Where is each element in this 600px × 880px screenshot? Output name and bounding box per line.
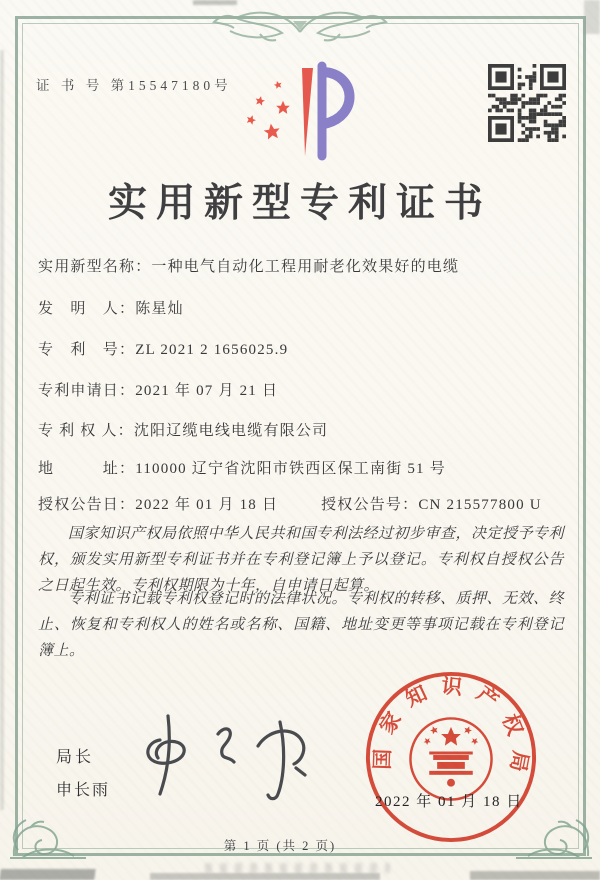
field-value: 110000 辽宁省沈阳市铁西区保工南街 51 号 — [135, 461, 446, 477]
registry-statement-paragraph: 专利证书记载专利权登记时的法律状况。专利权的转移、质押、无效、终止、恢复和专利权人的姓名或名称、国籍、地址变更等事项记载在专利登记簿上。 — [38, 591, 565, 659]
cnipa-logo-icon — [236, 58, 356, 166]
backside-bleedthrough — [205, 863, 390, 873]
field-value: ZL 2021 2 1656025.9 — [135, 342, 289, 358]
certificate-number: 证 书 号 第15547180号 — [36, 78, 232, 93]
field-value: 沈阳辽缆电线电缆有限公司 — [133, 423, 329, 439]
signature-handwriting-icon — [130, 710, 325, 805]
field-value: 2021 年 07 月 21 日 — [135, 383, 279, 399]
field-label: 专 利 号： — [38, 342, 136, 358]
field-label: 授权公告日： — [38, 497, 136, 513]
field-value-grant-number: CN 215577800 U — [418, 497, 542, 513]
national-emblem-icon — [410, 718, 491, 799]
signer-name: 申长雨 — [56, 782, 111, 799]
field-address — [38, 457, 572, 478]
field-filing-date — [38, 379, 572, 400]
scan-edge-artifact — [470, 871, 600, 880]
field-utility-model-name — [38, 255, 572, 276]
scan-edge-artifact — [584, 0, 600, 34]
field-value: 陈星灿 — [135, 301, 184, 317]
seal-date: 2022 年 01 月 18 日 — [375, 794, 523, 810]
grant-statement-paragraph: 国家知识产权局依照中华人民共和国专利法经过初步审查，决定授予专利权，颁发实用新型专利证书并在专利登记簿上予以登记。专利权自授权公告之日起生效。专利权期限为十年，自申请日起算。 — [38, 526, 565, 594]
field-label: 发 明 人： — [38, 301, 136, 317]
field-value: 2022 年 01 月 18 日 — [135, 497, 279, 513]
field-patentee — [38, 419, 572, 440]
field-value: 一种电气自动化工程用耐老化效果好的电缆 — [151, 259, 460, 275]
field-grant-date-and-number — [38, 493, 572, 514]
official-seal — [362, 668, 540, 846]
scan-edge-artifact — [0, 50, 4, 810]
field-label-grant-number: 授权公告号： — [321, 497, 419, 513]
signer-title: 局长 — [56, 749, 95, 766]
field-label: 专 利 权 人： — [38, 423, 134, 439]
field-inventor — [38, 297, 572, 318]
field-label: 地 址： — [38, 461, 136, 477]
scan-edge-artifact — [0, 869, 96, 880]
seal-authority-text: 国家知识产权局 — [372, 675, 532, 787]
qr-code — [488, 64, 566, 142]
field-label: 专利申请日： — [38, 383, 136, 399]
scan-edge-artifact — [150, 873, 380, 880]
field-patent-number — [38, 338, 572, 359]
field-label: 实用新型名称： — [38, 259, 152, 275]
page-footer: 第 1 页 (共 2 页) — [223, 839, 337, 853]
scan-edge-artifact — [193, 0, 237, 5]
certificate-title: 实用新型专利证书 — [107, 182, 492, 225]
